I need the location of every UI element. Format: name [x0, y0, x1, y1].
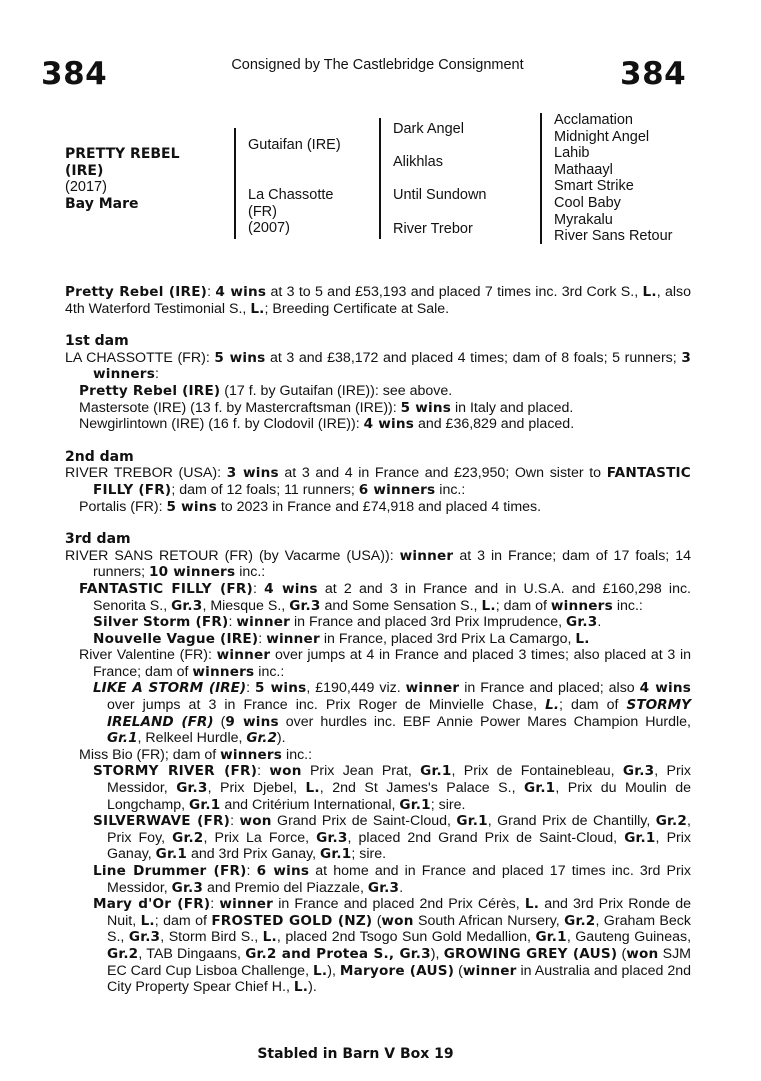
produce-line: Mary d'Or (FR): winner in France and placed 2nd Prix Cérès, L. and 3rd Prix Ronde de Nuit, L.; dam of FROSTED GOLD (NZ) (won South African Nursery, Gr.2, Graham Beck S., Gr.3, Storm Bird S., L., placed 2nd Tsogo Sun Gold Medallion, Gr.1, Gauteng Guineas, Gr.2, TAB Dingaans, Gr.2 and Protea S., Gr.3), GROWING GREY (AUS) (won SJM EC Card Cup Lisboa Challenge, L.), Maryore (AUS) (winner in Australia and placed 2nd City Property Spear Chief H., L.).: [93, 896, 692, 996]
produce-line: STORMY RIVER (FR): won Prix Jean Prat, Gr.1, Prix de Fontainebleau, Gr.3, Prix Messidor, Gr.3, Prix Djebel, L., 2nd St James's Palace S., Gr.1, Prix du Moulin de Longchamp, Gr.1 and Critérium International, Gr.1; sire.: [93, 763, 692, 813]
produce-line: Line Drummer (FR): 6 wins at home and in France and placed 17 times inc. 3rd Prix Messidor, Gr.3 and Premio del Piazzale, Gr.3.: [93, 863, 691, 896]
pedigree-divider-3: [540, 113, 542, 244]
pedigree-g2-3: River Trebor: [393, 221, 473, 237]
stabling-footer: Stabled in Barn V Box 19: [257, 1046, 454, 1062]
horse-year: (2017): [65, 179, 107, 196]
pedigree-divider-1: [234, 128, 236, 239]
catalogue-body: [65, 284, 691, 996]
produce-line: Newgirlintown (IRE) (16 f. by Clodovil (IRE)): 4 wins and £36,829 and placed.: [79, 416, 575, 433]
pedigree-sire: Gutaifan (IRE): [248, 137, 341, 153]
pedigree-dam: La Chassotte (FR) (2007): [248, 187, 334, 237]
third-dam-text: RIVER SANS RETOUR (FR) (by Vacarme (USA)): winner at 3 in France; dam of 17 foals; 14 runners; 10 winners inc.:: [65, 547, 691, 581]
lot-number-right: 384: [620, 56, 687, 92]
third-dam-header: 3rd dam: [65, 531, 131, 548]
horse-suffix: (IRE): [65, 162, 104, 179]
horse-description: Bay Mare: [65, 195, 139, 212]
produce-line: Portalis (FR): 5 wins to 2023 in France and £74,918 and placed 4 times.: [79, 498, 542, 515]
pedigree-g2-0: Dark Angel: [393, 121, 464, 137]
horse-summary: Pretty Rebel (IRE): 4 wins at 3 to 5 and £53,193 and placed 7 times inc. 3rd Cork S., L., also 4th Waterford Testimonial S., L.; Breeding Certificate at Sale.: [65, 284, 691, 317]
produce-line: River Valentine (FR): winner over jumps at 4 in France and placed 3 times; also placed at 3 in France; dam of winners inc.:: [79, 647, 691, 680]
lot-number-left: 384: [41, 56, 108, 92]
produce-line: SILVERWAVE (FR): won Grand Prix de Saint-Cloud, Gr.1, Grand Prix de Chantilly, Gr.2, Prix Foy, Gr.2, Prix La Force, Gr.3, placed 2nd Grand Prix de Saint-Cloud, Gr.1, Prix Ganay, Gr.1 and 3rd Prix Ganay, Gr.1; sire.: [93, 813, 691, 863]
produce-line: Silver Storm (FR): winner in France and placed 3rd Prix Imprudence, Gr.3.: [93, 614, 602, 631]
produce-line: Mastersote (IRE) (13 f. by Mastercraftsman (IRE)): 5 wins in Italy and placed.: [79, 399, 574, 416]
pedigree-g3: Acclamation Midnight Angel Lahib Mathaayl Smart Strike Cool Baby Myrakalu River Sans Retour: [554, 112, 673, 245]
first-dam-header: 1st dam: [65, 333, 129, 350]
pedigree-divider-2: [379, 118, 381, 239]
consignor-line: Consigned by The Castlebridge Consignment: [231, 57, 524, 73]
horse-identity: [65, 146, 180, 212]
produce-line: LIKE A STORM (IRE): 5 wins, £190,449 viz. winner in France and placed; also 4 wins over jumps at 3 in France inc. Prix Roger de Minvielle Chase, L.; dam of STORMY IRELAND (FR) (9 wins over hurdles inc. EBF Annie Power Mares Champion Hurdle, Gr.1, Relkeel Hurdle, Gr.2).: [93, 680, 692, 747]
first-dam-text: LA CHASSOTTE (FR): 5 wins at 3 and £38,172 and placed 4 times; dam of 8 foals; 5 runners; 3 winners:: [65, 349, 691, 383]
produce-line: Miss Bio (FR); dam of winners inc.:: [79, 746, 313, 763]
pedigree-g2-2: Until Sundown: [393, 187, 487, 203]
pedigree-g2-1: Alikhlas: [393, 154, 443, 170]
produce-line: FANTASTIC FILLY (FR): 4 wins at 2 and 3 in France and in U.S.A. and £160,298 inc. Senorita S., Gr.3, Miesque S., Gr.3 and Some Sensation S., L.; dam of winners inc.:: [79, 580, 691, 614]
produce-line: Nouvelle Vague (IRE): winner in France, placed 3rd Prix La Camargo, L.: [93, 630, 590, 647]
horse-name: PRETTY REBEL: [65, 146, 180, 162]
second-dam-text: RIVER TREBOR (USA): 3 wins at 3 and 4 in France and £23,950; Own sister to FANTASTIC FILLY (FR); dam of 12 foals; 11 runners; 6 winners inc.:: [65, 465, 691, 498]
produce-line: Pretty Rebel (IRE) (17 f. by Gutaifan (IRE)): see above.: [79, 382, 453, 399]
second-dam-header: 2nd dam: [65, 448, 134, 465]
